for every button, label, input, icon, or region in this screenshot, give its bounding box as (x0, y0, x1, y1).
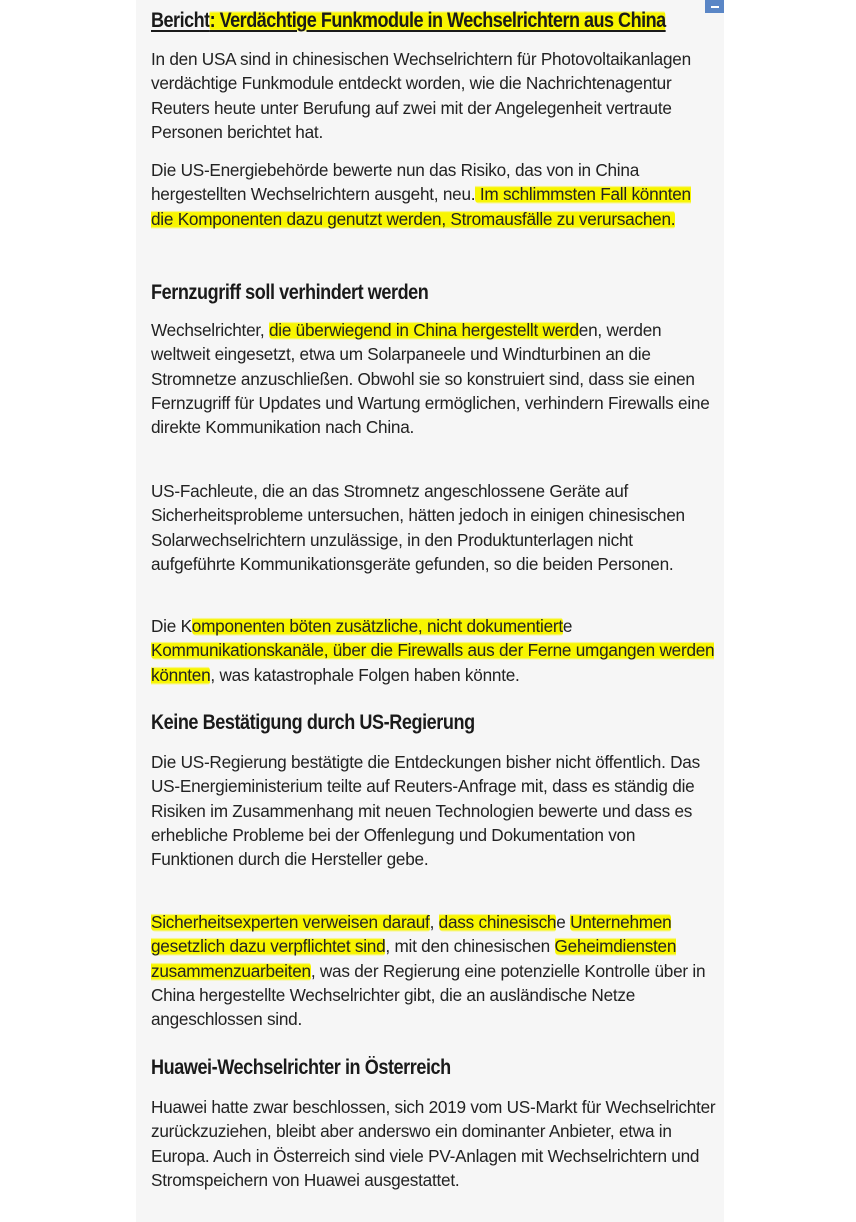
title-highlight: : Verdächtige Funkmodule in Wechselrichtern aus China (209, 9, 666, 32)
highlighted-text: dass chinesisch (438, 912, 557, 932)
title-prefix: Bericht (151, 9, 210, 32)
text: e (556, 912, 571, 932)
text: en, werden weltweit eingesetzt, etwa um Solarpaneele und Windturbinen an die Stromnetze anzuschließen. Obwohl sie so konstruiert sind, dass sie einen Fernzugriff für Updates und Wartung ermöglichen, verhindern Firewalls eine direkte Kommunikation nach China. (151, 320, 710, 438)
section-heading-regierung: Keine Bestätigung durch US-Regierung (151, 711, 475, 734)
text: e (562, 616, 573, 636)
paragraph-wechselrichter (151, 318, 716, 439)
text: , (429, 912, 439, 932)
text: Die US-Energiebehörde bewerte nun das Risiko, das von in China hergestellten Wechselrichtern ausgeht, neu. (151, 160, 639, 205)
text: , mit den chinesischen (385, 936, 555, 957)
text: , was der Regierung eine potenzielle Kontrolle über in China hergestellte Wechselrichter gibt, die an ausländische Netze angeschlossen sind. (151, 960, 706, 1030)
section-heading-fernzugriff: Fernzugriff soll verhindert werden (151, 281, 429, 304)
paragraph-risk (151, 158, 716, 231)
article-title[interactable] (151, 8, 666, 34)
highlighted-text: omponenten böten zusätzliche, nicht dokumentiert (191, 616, 563, 636)
paragraph-huawei: Huawei hatte zwar beschlossen, sich 2019 vom US-Markt für Wechselrichter zurückzuziehen, bleibt aber anderswo ein dominanter Anbieter, etwa in Europa. Auch in Österreich sind viele PV-Anlagen mit Wechselrichtern und Stromspeichern von Huawei ausgestattet. (151, 1097, 716, 1190)
highlighted-text: Sicherheitsexperten verweisen darauf (151, 912, 430, 932)
highlighted-text: Kommunikationskanäle, über die Firewalls aus der Ferne umgangen werden könnten (151, 640, 715, 685)
paragraph-fachleute: US-Fachleute, die an das Stromnetz angeschlossene Geräte auf Sicherheitsprobleme untersuchen, hätten jedoch in einigen chinesischen Solarwechselrichtern unzulässige, in den Produktunterlagen nicht aufgeführte Kommunikationsgeräte gefunden, so die beiden Personen. (151, 481, 685, 574)
highlighted-text: die überwiegend in China hergestellt werd (268, 320, 579, 340)
text: Die K (151, 616, 192, 636)
paragraph-us-regierung: Die US-Regierung bestätigte die Entdeckungen bisher nicht öffentlich. Das US-Energieministerium teilte auf Reuters-Anfrage mit, dass es ständig die Risiken im Zusammenhang mit neuen Technologien bewerte und dass es erhebliche Probleme bei der Offenlegung und Dokumentation von Funktionen durch die Hersteller gebe. (151, 752, 700, 870)
text: , was katastrophale Folgen haben könnte. (210, 664, 520, 685)
paragraph-komponenten (151, 614, 716, 687)
section-heading-huawei: Huawei-Wechselrichter in Österreich (151, 1056, 451, 1079)
paragraph-sicherheitsexperten (151, 910, 716, 1031)
highlighted-text: Geheimdiensten zusammenzuarbeiten (151, 936, 677, 981)
text: Wechselrichter, (151, 320, 269, 340)
highlighted-text: Unternehmen (570, 912, 672, 932)
paragraph-intro: In den USA sind in chinesischen Wechselrichtern für Photovoltaikanlagen verdächtige Funkmodule entdeckt worden, wie die Nachrichtenagentur Reuters heute unter Berufung auf zwei mit der Angelegenheit vertraute Personen berichtet hat. (151, 49, 691, 142)
highlighted-text: gesetzlich dazu verpflichtet sind (151, 936, 386, 957)
minus-icon (711, 6, 719, 8)
highlighted-text: Im schlimmsten Fall könnten die Komponenten dazu genutzt werden, Stromausfälle zu verursachen. (151, 184, 691, 229)
collapse-button[interactable] (705, 0, 724, 13)
